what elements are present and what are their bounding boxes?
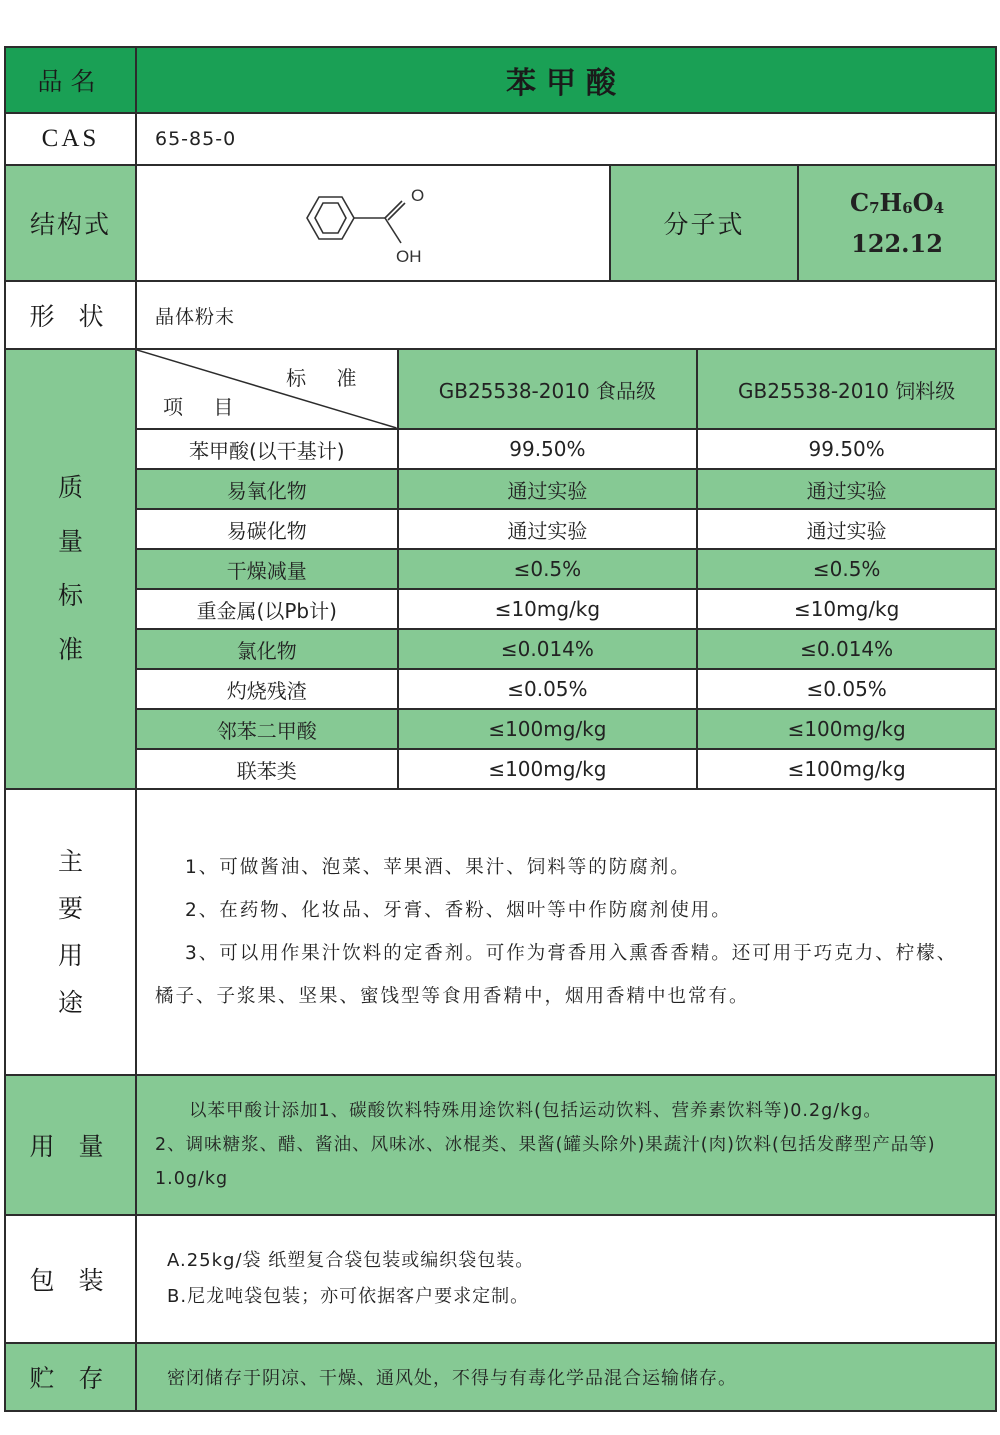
product-spec-sheet [4, 46, 995, 1412]
formula-h-count: 6 [902, 198, 913, 217]
quality-item: 重金属(以Pb计) [137, 589, 398, 629]
quality-food-value: ≤0.014% [398, 629, 698, 669]
quality-feed-value: 通过实验 [697, 509, 995, 549]
dosage-line: 以苯甲酸计添加1、碳酸饮料特殊用途饮料(包括运动饮料、营养素饮料等)0.2g/kg。 [189, 1101, 882, 1121]
quality-item: 易氧化物 [137, 469, 398, 509]
atom-o-label: O [411, 186, 425, 205]
quality-item: 易碳化物 [137, 509, 398, 549]
quality-table [137, 350, 995, 788]
benzoic-acid-structure [137, 167, 611, 279]
molecular-mass: 122.12 [851, 228, 943, 258]
usage-label [5, 789, 136, 1075]
quality-row [137, 589, 995, 629]
quality-item: 灼烧残渣 [137, 669, 398, 709]
quality-item: 邻苯二甲酸 [137, 709, 398, 749]
formula-c-count: 7 [869, 198, 880, 217]
quality-food-value: ≤0.5% [398, 549, 698, 589]
quality-label-char: 量 [57, 527, 83, 556]
quality-feed-value: ≤100mg/kg [697, 749, 995, 788]
structure-formula-cell [136, 165, 610, 281]
quality-feed-value: ≤0.5% [697, 549, 995, 589]
usage-label-char: 主 [57, 847, 83, 876]
quality-item: 联苯类 [137, 749, 398, 788]
formula-h: H [879, 187, 903, 217]
quality-feed-value: ≤100mg/kg [697, 709, 995, 749]
quality-label-char: 准 [57, 635, 83, 664]
formula-cell [798, 165, 996, 281]
product-name-label: 品名 [5, 47, 136, 113]
quality-feed-value: 通过实验 [697, 469, 995, 509]
usage-label-char: 用 [57, 941, 83, 970]
quality-feed-value: ≤0.014% [697, 629, 995, 669]
quality-food-value: ≤100mg/kg [398, 709, 698, 749]
quality-row [137, 669, 995, 709]
quality-food-value: 通过实验 [398, 509, 698, 549]
structure-label: 结构式 [5, 165, 136, 281]
form-label: 形 状 [5, 281, 136, 349]
quality-food-value: ≤0.05% [398, 669, 698, 709]
quality-row [137, 469, 995, 509]
quality-item: 干燥减量 [137, 549, 398, 589]
standard-feed-grade: GB25538-2010 饲料级 [697, 350, 995, 429]
storage-label: 贮 存 [5, 1343, 136, 1411]
packing-text [136, 1215, 996, 1343]
packing-line: B.尼龙吨袋包装；亦可依据客户要求定制。 [167, 1286, 530, 1307]
quality-label [5, 349, 136, 789]
usage-line: 2、在药物、化妆品、牙膏、香粉、烟叶等中作防腐剂使用。 [185, 900, 732, 921]
cas-number: 65-85-0 [136, 113, 996, 165]
usage-label-char: 要 [57, 894, 83, 923]
dosage-text [136, 1075, 996, 1215]
storage-text: 密闭储存于阴凉、干燥、通风处，不得与有毒化学品混合运输储存。 [136, 1343, 996, 1411]
quality-feed-value: ≤0.05% [697, 669, 995, 709]
usage-line: 1、可做酱油、泡菜、苹果酒、果汁、饲料等的防腐剂。 [185, 857, 691, 878]
formula-label: 分子式 [610, 165, 798, 281]
quality-row [137, 509, 995, 549]
quality-feed-value: ≤10mg/kg [697, 589, 995, 629]
quality-row [137, 429, 995, 469]
quality-row [137, 549, 995, 589]
quality-item: 氯化物 [137, 629, 398, 669]
dosage-line: 2、调味糖浆、醋、酱油、风味冰、冰棍类、果酱(罐头除外)果蔬汁(肉)饮料(包括发酵型产品等) 1.0g/kg [155, 1135, 936, 1189]
packing-line: A.25kg/袋 纸塑复合袋包装或编织袋包装。 [167, 1250, 535, 1271]
quality-feed-value: 99.50% [697, 429, 995, 469]
standard-food-grade: GB25538-2010 食品级 [398, 350, 698, 429]
corner-item-label: 项 目 [163, 395, 246, 419]
quality-label-char: 质 [57, 473, 83, 502]
usage-text [136, 789, 996, 1075]
quality-row [137, 749, 995, 788]
dosage-label: 用 量 [5, 1075, 136, 1215]
usage-line: 3、可以用作果汁饮料的定香剂。可作为膏香用入熏香香精。还可用于巧克力、柠檬、橘子、子浆果、坚果、蜜饯型等食用香精中，烟用香精中也常有。 [155, 943, 958, 1007]
quality-row [137, 709, 995, 749]
formula-o-count: 4 [933, 198, 945, 217]
quality-table-cell [136, 349, 996, 789]
product-name: 苯甲酸 [136, 47, 996, 113]
quality-food-value: 通过实验 [398, 469, 698, 509]
quality-item: 苯甲酸(以干基计) [137, 429, 398, 469]
corner-standard-label: 标 准 [286, 366, 369, 390]
formula-c: C [850, 187, 870, 217]
quality-row [137, 629, 995, 669]
spec-table [4, 46, 997, 1412]
quality-food-value: 99.50% [398, 429, 698, 469]
form-value: 晶体粉末 [136, 281, 996, 349]
molecular-formula [799, 185, 995, 226]
cas-label: CAS [5, 113, 136, 165]
usage-label-char: 途 [57, 988, 83, 1017]
quality-label-char: 标 [57, 581, 83, 610]
packing-label: 包 装 [5, 1215, 136, 1343]
formula-o: O [912, 187, 934, 217]
quality-food-value: ≤100mg/kg [398, 749, 698, 788]
quality-corner-header [137, 350, 398, 429]
atom-oh-label: OH [396, 247, 422, 266]
quality-food-value: ≤10mg/kg [398, 589, 698, 629]
